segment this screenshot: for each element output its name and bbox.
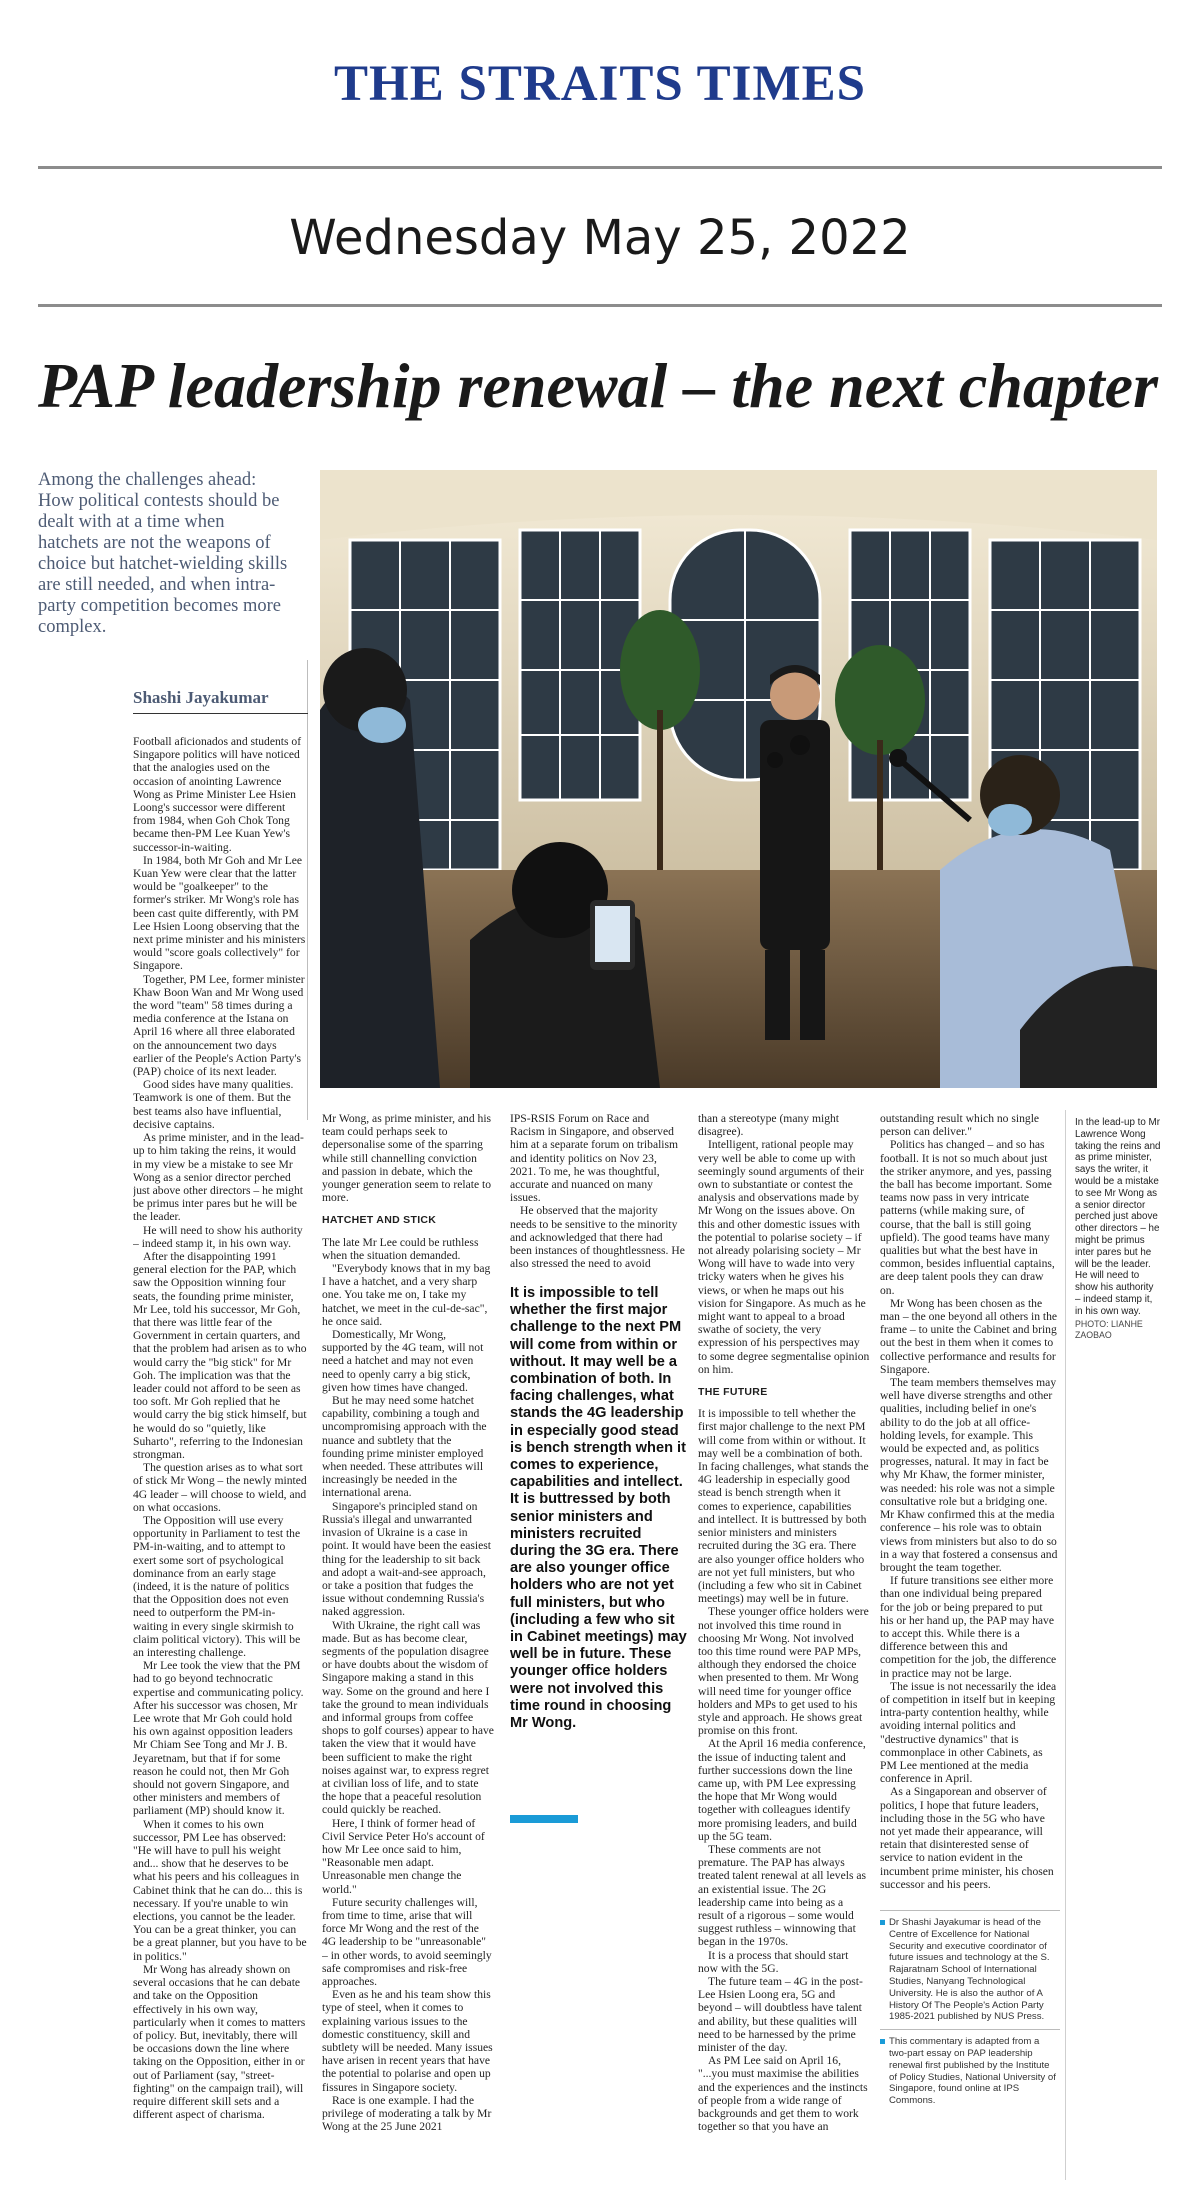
- paragraph: Here, I think of former head of Civil Service Peter Ho's account of how Mr Lee once said to him, "Reasonable men adapt. Unreasonable men change the world.": [322, 1816, 485, 1896]
- paragraph: The team members themselves may well have diverse strengths and other qualities, including belief in one's ability to do the job at all office-holding levels, for example. This would be expected and, as politics progresses, natural. It may in fact be why Mr Khaw, the former minister, was needed: his role was not a simple consultative role but a bridging one. Mr Khaw confirmed this at the media conference – his role was to obtain views from ministers but also to do so in a way that fostered a consensus and brought the team together.: [880, 1376, 1058, 1574]
- paragraph: Mr Wong has been chosen as the man – the one beyond all others in the frame – to unite the Cabinet and bring out the best in them when it comes to collective performance and results for Singapore.: [880, 1296, 1058, 1376]
- paragraph: But he may need some hatchet capability, combining a tough and uncompromising approach with the nuance and subtlety that the founding prime minister employed when needed. These attributes will increasingly be needed in the international arena.: [322, 1394, 487, 1500]
- article-column-4: [698, 1112, 870, 2185]
- paragraph: Race is one example. I had the privilege of moderating a talk by Mr Wong at the 25 June 2021: [322, 2093, 492, 2134]
- paragraph: The late Mr Lee could be ruthless when the situation demanded.: [322, 1235, 479, 1262]
- dateline: Wednesday May 25, 2022: [289, 210, 911, 266]
- paragraph: In 1984, both Mr Goh and Mr Lee Kuan Yew were clear that the latter would be "goalkeeper" to the former's striker. Mr Wong's role has been cast quite differently, with PM Lee Hsien Loong observing that the next prime minister and his ministers would "score goals collectively" for Singapore.: [133, 853, 306, 973]
- byline: Shashi Jayakumar: [133, 688, 308, 714]
- paragraph: IPS-RSIS Forum on Race and Racism in Singapore, and observed him at a separate forum on tribalism and identity politics on Nov 23, 2021. To me, he was thoughtful, accurate and nuanced on many issues.: [510, 1112, 679, 1205]
- standfirst-divider: [307, 660, 308, 1120]
- paragraph: These comments are not premature. The PAP has always treated talent renewal at all levels as an existential issue. The 2G leadership came into being as a result of a rigorous – some would suggest ruthless – winnowing that began in the 1970s.: [698, 1842, 867, 1949]
- source-note: This commentary is adapted from a two-part essay on PAP leadership renewal first published by the Institute of Policy Studies, National University of Singapore, found online at IPS Commons.: [880, 2036, 1060, 2107]
- top-rule: [38, 166, 1162, 169]
- paragraph: The Opposition will use every opportunity in Parliament to test the PM-in-waiting, and to attempt to exert some sort of psychological dominance from an early stage (indeed, it is the nature of politics that the Opposition does not even need to outperform the PM-in-waiting in every single skirmish to claim political victory). This will be an interesting challenge.: [133, 1513, 301, 1660]
- standfirst: Among the challenges ahead: How political contests should be dealt with at a time when hatchets are not the weapons of choice but hatchet-wielding skills are still needed, and when intra-party competition becomes more complex.: [38, 470, 288, 637]
- paragraph: Future security challenges will, from time to time, arise that will force Mr Wong and the rest of the 4G leadership to be "unreasonable" – in other words, to avoid seemingly safe compromises and risk-free approaches.: [322, 1895, 492, 1988]
- photo-caption-text: In the lead-up to Mr Lawrence Wong taking the reins and as prime minister, says the writer, it would be a mistake to see Mr Wong as a senior director perched just above other directors – he might be primus inter pares but he will be the leader. He will need to show his authority – indeed stamp it, in his own way.: [1075, 1117, 1161, 1317]
- notes-rule: [880, 1910, 1060, 1911]
- press-conference-photo: [320, 470, 1157, 1088]
- photo-credit: PHOTO: LIANHE ZAOBAO: [1075, 1318, 1143, 1341]
- paragraph: If future transitions see either more than one individual being prepared for the job or being prepared to put his or her hand up, the PAP may have to accept this. While there is a difference between this and competition for the job, the difference in practice may not be large.: [880, 1574, 1057, 1680]
- notes-rule: [880, 2029, 1060, 2030]
- paragraph: When it comes to his own successor, PM Lee has observed: "He will have to pull his weight and... show that he deserves to be what his peers and his colleagues in Cabinet think that he can do... this is necessary. If you're unable to win elections, you cannot be the leader. You can be a great thinker, you can be a great planner, but you have to be in politics.": [133, 1817, 307, 1963]
- paragraph: The issue is not necessarily the idea of competition in itself but in keeping intra-party contention healthy, while avoiding internal politics and "destructive dynamics" that is commonplace in other Cabinets, as PM Lee mentioned at the media conference in April.: [880, 1679, 1057, 1786]
- paragraph: Singapore's principled stand on Russia's illegal and unwarranted invasion of Ukraine is a case in point. It would have been the easiest thing for the leadership to sit back and adopt a wait-and-see approach, or take a position that fudges the issue without condemning Russia's naked aggression.: [322, 1499, 492, 1619]
- paragraph: Mr Wong has already shown on several occasions that he can debate and take on the Opposition effectively in his own way, particularly when it comes to matters of policy. But, inevitably, there will be occasions down the line where taking on the Opposition, either in or out of Parliament (say, "street-fighting" on the campaign trail), will require different skill sets and a different aspect of charisma.: [133, 1962, 306, 2122]
- author-notes: [880, 1910, 1060, 2113]
- paragraph: than a stereotype (many might disagree).: [698, 1112, 840, 1139]
- paragraph: Politics has changed – and so has football. It is not so much about just the striker anymore, and yes, passing the ball has become important. Some teams now pass in very intricate patterns (while making sure, of course, that the ball is still going upfield). The good teams have many qualities but what the best have in common, besides influential captains, are deep talent pools they can draw on.: [880, 1138, 1055, 1297]
- paragraph: Even as he and his team show this type of steel, when it comes to explaining various issues to the domestic constituency, skill and subtlety will be needed. Many issues have arisen in recent years that have the potential to polarise and open up fissures in Singapore society.: [322, 1988, 493, 2094]
- paragraph: Mr Lee took the view that the PM had to go beyond technocratic expertise and communicating policy. After his successor was chosen, Mr Lee wrote that Mr Goh could hold his own against opposition leaders Mr Chiam See Tong and Mr J. B. Jeyaretnam, but that if for some reason he could not, then Mr Goh should not govern Singapore, and other ministers and members of parliament (MP) should know it.: [133, 1659, 304, 1818]
- paragraph: As a Singaporean and observer of politics, I hope that future leaders, including those in the 5G who have not yet made their appearance, will retain that disinterested sense of service to nation evident in the incumbent prime minister, his chosen successor and his peers.: [880, 1785, 1054, 1891]
- masthead: THE STRAITS TIMES: [334, 56, 866, 112]
- paragraph: It is impossible to tell whether the first major challenge to the next PM will come from within or without. It may well be a combination of both. In facing challenges, what stands the 4G leadership in especially good stead is bench strength when it comes to experience, capabilities and intellect. It is buttressed by both senior ministers and ministers recruited during the 3G era. There are also younger office holders who are not yet full ministers, but who (including a few who sit in Cabinet meetings) may well be in future.: [698, 1407, 869, 1606]
- paragraph: Intelligent, rational people may very well be able to come up with seemingly sound arguments of their own to substantiate or contest the analysis and observations made by Mr Wong on the issues above. On this and other domestic issues with the potential to polarise society – if not already polarising society – Mr Wong will have to wade into very tricky waters when he gives his views, or when he maps out his vision for Singapore. As much as he might want to appeal to a broad swathe of society, the very expression of his perspectives may to some degree segmentalise opinion on him.: [698, 1138, 870, 1376]
- article-column-3: [510, 1112, 685, 1272]
- pull-quote-bar: [510, 1815, 578, 1823]
- paragraph: "Everybody knows that in my bag I have a hatchet, and a very sharp one. You take me on, I take my hatchet, we meet in the cul-de-sac", he once said.: [322, 1262, 491, 1328]
- subhead-hatchet: HATCHET AND STICK: [322, 1214, 437, 1227]
- paragraph: Mr Wong, as prime minister, and his team could perhaps seek to depersonalise some of the sparring while still channelling conviction and passion in debate, which the younger generation seem to relate to more.: [322, 1112, 492, 1205]
- paragraph: At the April 16 media conference, the issue of inducting talent and further successions down the line came up, with PM Lee expressing the hope that Mr Wong would together with colleagues identify more promising leaders, and build up the 5G team.: [698, 1737, 866, 1843]
- photo-caption: [1075, 1117, 1161, 1342]
- article-column-5: [880, 1112, 1058, 1902]
- paragraph: Good sides have many qualities. Teamwork is one of them. But the best teams also have influential, decisive captains.: [133, 1078, 294, 1131]
- paragraph: Together, PM Lee, former minister Khaw Boon Wan and Mr Wong used the word "team" 58 times during a media conference at the Istana on April 16 where all three elaborated on the announcement two days earlier of the People's Action Party's (PAP) choice of its next leader.: [133, 972, 305, 1079]
- paragraph: He will need to show his authority – indeed stamp it, in his own way.: [133, 1223, 303, 1250]
- author-bio-note: Dr Shashi Jayakumar is head of the Centre of Excellence for National Security and executive coordinator of future issues and technology at the S. Rajaratnam School of International Studies, Nanyang Technological University. He is also the author of A History Of The People's Action Party 1985-2021 published by NUS Press.: [880, 1917, 1060, 2023]
- paragraph: As PM Lee said on April 16, "...you must maximise the abilities and the experiences and the instincts of people from a wide range of backgrounds and get them to work together so that you have an: [698, 2054, 868, 2134]
- paragraph: After the disappointing 1991 general election for the PAP, which saw the Opposition winning four seats, the founding prime minister, Mr Lee, told his successor, Mr Goh, that there was little fear of the Government in certain quarters, and that the problem had arisen as to who would carry the "big stick" for Mr Goh. The implication was that the leader could not afford to be seen as too soft. Mr Goh replied that he would carry the big stick himself, but he would do so "quietly, like Suharto", referring to the Indonesian strongman.: [133, 1249, 307, 1461]
- paragraph: Domestically, Mr Wong, supported by the 4G team, will not need a hatchet and may not even need to openly carry a big stick, given how times have changed.: [322, 1328, 484, 1394]
- paragraph: As prime minister, and in the lead-up to him taking the reins, it would in my view be a mistake to see Mr Wong as a senior director perched just above other directors – he might be primus inter pares but he will be the leader.: [133, 1131, 304, 1224]
- article-column-2: [322, 1112, 494, 2185]
- lead-photo: [320, 470, 1157, 1088]
- article-column-1: [133, 735, 307, 2185]
- paragraph: The future team – 4G in the post-Lee Hsien Loong era, 5G and beyond – will doubtless have talent and ability, but these qualities will need to be harnessed by the prime minister of the day.: [698, 1975, 863, 2055]
- paragraph: Football aficionados and students of Singapore politics will have noticed that the analogies used on the occasion of anointing Lawrence Wong as Prime Minister Lee Hsien Loong's successor were different from 1984, when Goh Chok Tong became then-PM Lee Kuan Yew's successor-in-waiting.: [133, 735, 302, 854]
- paragraph: The question arises as to what sort of stick Mr Wong – the newly minted 4G leader – will choose to wield, and on what occasions.: [133, 1461, 307, 1514]
- subhead-future: THE FUTURE: [698, 1386, 768, 1399]
- paragraph: It is a process that should start now with the 5G.: [698, 1948, 849, 1975]
- date-rule: [38, 304, 1162, 307]
- column-divider: [1065, 1110, 1066, 2180]
- paragraph: He observed that the majority needs to be sensitive to the minority and acknowledged that there had been instances of thoughtlessness. He also stressed the need to avoid: [510, 1204, 685, 1271]
- pull-quote: It is impossible to tell whether the first major challenge to the next PM will come from within or without. It may well be a combination of both. In facing challenges, what stands the 4G leadership in especially good stead is bench strength when it comes to experience, capabilities and intellect. It is buttressed by both senior ministers and ministers recruited during the 3G era. There are also younger office holders who are not yet full ministers, but who (including a few who sit in Cabinet meetings) may well be in future. These younger office holders were not involved this time round in choosing Mr Wong.: [510, 1285, 687, 1732]
- headline: PAP leadership renewal – the next chapter: [38, 350, 1158, 421]
- paragraph: These younger office holders were not involved this time round in choosing Mr Wong. Not involved too this time round were PAP MPs, although they endorsed the choice when presented to them. Mr Wong will need time for younger office holders and MPs to get used to his style and approach. He shows great promise on this front.: [698, 1605, 869, 1738]
- paragraph: outstanding result which no single person can deliver.": [880, 1112, 1040, 1139]
- paragraph: With Ukraine, the right call was made. But as has become clear, segments of the population disagree or have doubts about the wisdom of Singapore making a stand in this way. Some on the ground and here I take the ground to mean individuals and informal groups from coffee shops to golf courses) appear to have taken the view that it would have been sufficient to make the right noises against war, to express regret at civilian loss of life, and to state the hope that a peaceful resolution could quickly be reached.: [322, 1618, 494, 1817]
